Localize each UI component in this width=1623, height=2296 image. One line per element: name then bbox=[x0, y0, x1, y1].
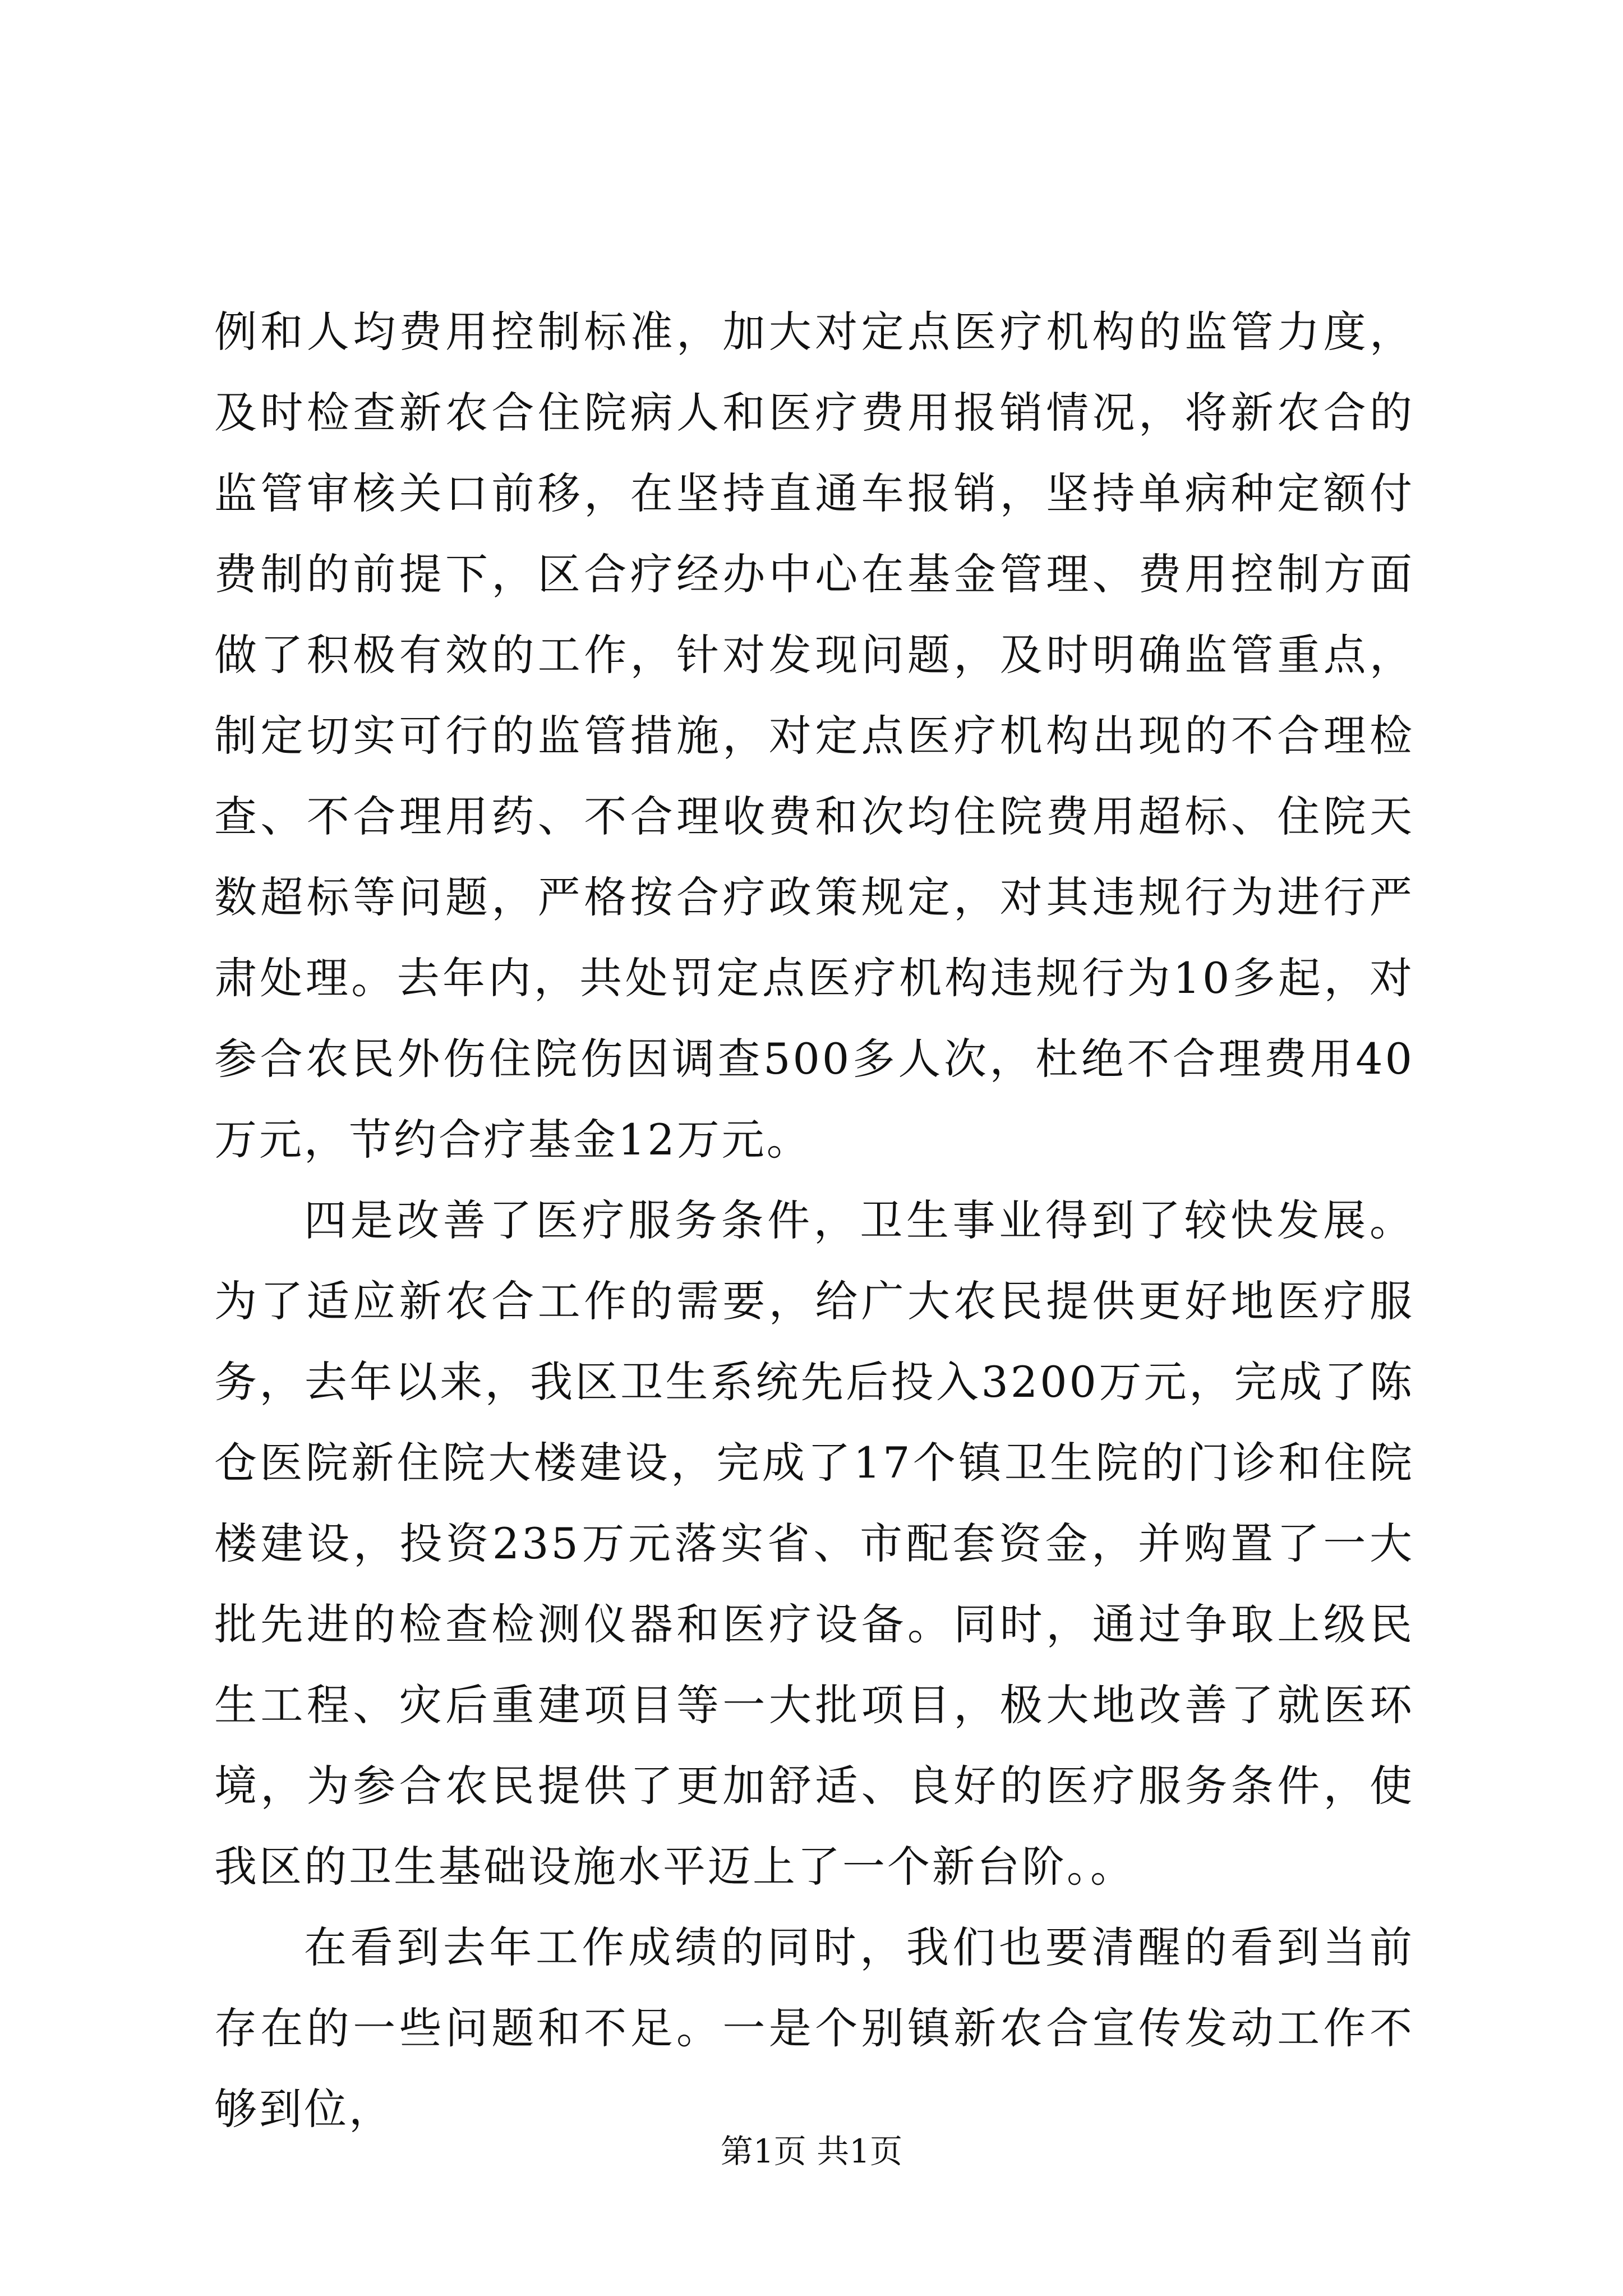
paragraph-medical-conditions: 四是改善了医疗服务条件，卫生事业得到了较快发展。为了适应新农合工作的需要，给广大农民提供更好地医疗服务，去年以来，我区卫生系统先后投入3200万元，完成了陈仓医院新住院大楼建设，完成了17个镇卫生院的门诊和住院楼建设，投资235万元落实省、市配套资金，并购置了一大批先进的检查检测仪器和医疗设备。同时，通过争取上级民生工程、灾后重建项目等一大批项目，极大地改善了就医环境，为参合农民提供了更加舒适、良好的医疗服务条件，使我区的卫生基础设施水平迈上了一个新台阶。。 bbox=[214, 1195, 1414, 1892]
paragraph-supervision: 例和人均费用控制标准，加大对定点医疗机构的监管力度，及时检查新农合住院病人和医疗费用报销情况，将新农合的监管审核关口前移，在坚持直通车报销，坚持单病种定额付费制的前提下，区合疗经办中心在基金管理、费用控制方面做了积极有效的工作，针对发现问题，及时明确监管重点，制定切实可行的监管措施，对定点医疗机构出现的不合理检查、不合理用药、不合理收费和次均住院费用超标、住院天数超标等问题，严格按合疗政策规定，对其违规行为进行严肃处理。去年内，共处罚定点医疗机构违规行为10多起，对参合农民外伤住院伤因调查500多人次，杜绝不合理费用40万元，节约合疗基金12万元。 bbox=[214, 307, 1414, 1165]
document-body bbox=[214, 292, 1414, 2150]
paragraph-problems: 在看到去年工作成绩的同时，我们也要清醒的看到当前存在的一些问题和不足。一是个别镇新农合宣传发动工作不够到位， bbox=[214, 1922, 1414, 2134]
page-footer: 第1页 共1页 bbox=[720, 2132, 903, 2170]
